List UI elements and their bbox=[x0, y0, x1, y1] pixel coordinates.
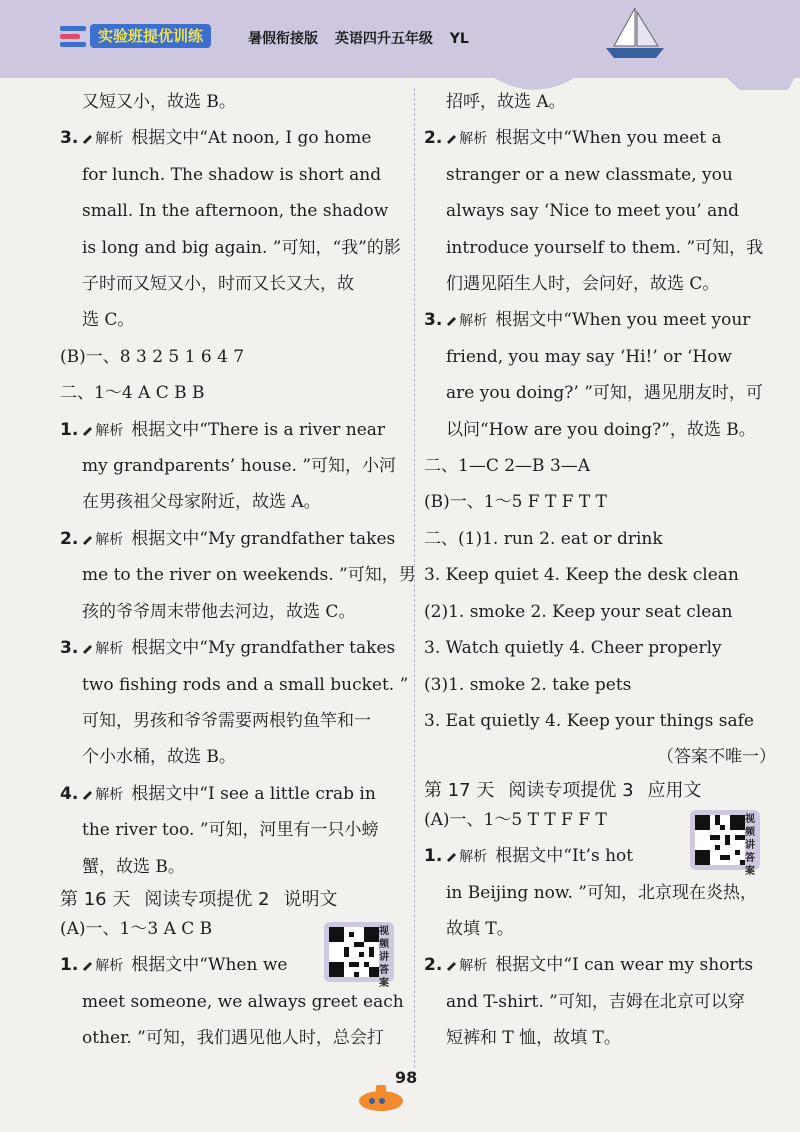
explanation-text: and T-shirt. ”可知，吉姆在北京可以穿 bbox=[446, 991, 745, 1012]
explanation-text: 根据文中“At noon, I go home bbox=[131, 128, 372, 149]
analysis-label: 解析 bbox=[95, 641, 124, 658]
explanation-text: small. In the afternoon, the shadow bbox=[82, 201, 389, 222]
question-number: 3. bbox=[424, 310, 443, 331]
series-title: 实验班提优训练 bbox=[90, 24, 211, 48]
question-number: 3. bbox=[60, 638, 79, 659]
qr-label: 视频讲答案 bbox=[379, 926, 389, 989]
section-title: 阅读专项提优 3 bbox=[508, 779, 634, 801]
explanation-text: 根据文中“My grandfather takes bbox=[131, 638, 396, 659]
question-number: 4. bbox=[60, 783, 79, 804]
explanation-text: 以问“How are you doing?”，故选 B。 bbox=[446, 419, 756, 440]
page-number: 98 bbox=[395, 1068, 418, 1087]
answer-line: 3. Watch quietly 4. Cheer properly bbox=[424, 638, 722, 659]
explanation-block bbox=[424, 302, 776, 448]
analysis-label: 解析 bbox=[95, 786, 124, 803]
explanation-block bbox=[424, 947, 776, 1056]
explanation-text: 孩的爷爷周末带他去河边，故选 C。 bbox=[82, 601, 356, 622]
answer-line: (A)一、1～3 A C B bbox=[60, 918, 213, 939]
analysis-label: 解析 bbox=[95, 531, 124, 548]
explanation-text: 短裤和 T 恤，故填 T。 bbox=[446, 1028, 621, 1049]
pen-icon bbox=[81, 959, 93, 971]
explanation-text: 故填 T。 bbox=[446, 918, 514, 939]
answer-note: （答案不唯一） bbox=[657, 747, 776, 768]
explanation-text: introduce yourself to them. ”可知，我 bbox=[446, 237, 764, 258]
section-heading-day17 bbox=[424, 776, 776, 802]
analysis-label: 解析 bbox=[95, 422, 124, 439]
explanation-text: friend, you may say ‘Hi!’ or ‘How bbox=[446, 346, 732, 367]
analysis-label: 解析 bbox=[459, 958, 488, 975]
explanation-block bbox=[60, 521, 416, 630]
answer-line: 3. Eat quietly 4. Keep your things safe bbox=[424, 710, 754, 731]
pen-icon bbox=[445, 314, 457, 326]
explanation-text: 根据文中“When we bbox=[131, 955, 288, 976]
edition-label: 暑假衔接版 bbox=[248, 31, 318, 47]
explanation-text: for lunch. The shadow is short and bbox=[82, 164, 382, 185]
section-heading-day16 bbox=[60, 885, 410, 911]
answer-line: (2)1. smoke 2. Keep your seat clean bbox=[424, 601, 733, 622]
analysis-label: 解析 bbox=[459, 131, 488, 148]
analysis-label: 解析 bbox=[95, 958, 124, 975]
answer-line: (3)1. smoke 2. take pets bbox=[424, 674, 632, 695]
analysis-label: 解析 bbox=[459, 313, 488, 330]
page-header bbox=[0, 0, 800, 78]
explanation-text: 根据文中“There is a river near bbox=[131, 419, 386, 440]
code-label: YL bbox=[449, 31, 469, 47]
answer-line: (B)一、1～5 F T F T T bbox=[424, 492, 608, 513]
explanation-block bbox=[60, 412, 410, 521]
question-number: 1. bbox=[60, 955, 79, 976]
explanation-text: 选 C。 bbox=[82, 310, 135, 331]
answer-line: 招呼，故选 A。 bbox=[446, 92, 566, 112]
pen-icon bbox=[81, 424, 93, 436]
explanation-text: 可知，男孩和爷爷需要两根钓鱼竿和一 bbox=[82, 710, 371, 731]
explanation-text: stranger or a new classmate, you bbox=[446, 164, 733, 185]
answer-line: 二、1～4 A C B B bbox=[60, 383, 205, 404]
explanation-text: 在男孩祖父母家附近，故选 A。 bbox=[82, 492, 321, 513]
explanation-text: 根据文中“I see a little crab in bbox=[131, 783, 376, 804]
explanation-block bbox=[60, 776, 410, 885]
explanation-text: the river too. ”可知，河里有一只小螃 bbox=[82, 820, 379, 841]
explanation-text: 们遇见陌生人时，会问好，故选 C。 bbox=[446, 274, 720, 295]
explanation-text: is long and big again. ”可知，“我”的影 bbox=[82, 237, 401, 258]
subject-label: 英语四升五年级 bbox=[334, 31, 433, 47]
question-number: 2. bbox=[60, 528, 79, 549]
logo-icon bbox=[58, 20, 88, 50]
qr-code-icon bbox=[695, 815, 745, 865]
analysis-label: 解析 bbox=[95, 131, 124, 148]
pen-icon bbox=[81, 788, 93, 800]
answer-line: 3. Keep quiet 4. Keep the desk clean bbox=[424, 565, 739, 586]
answer-line: 二、(1)1. run 2. eat or drink bbox=[424, 528, 663, 549]
pen-icon bbox=[445, 959, 457, 971]
explanation-text: 个小水桶，故选 B。 bbox=[82, 747, 236, 768]
section-title: 阅读专项提优 2 bbox=[144, 888, 270, 910]
question-number: 3. bbox=[60, 128, 79, 149]
question-number: 1. bbox=[60, 419, 79, 440]
explanation-block bbox=[60, 120, 410, 338]
pen-icon bbox=[81, 642, 93, 654]
explanation-text: always say ‘Nice to meet you’ and bbox=[446, 201, 740, 222]
right-column bbox=[424, 84, 776, 1057]
explanation-text: two fishing rods and a small bucket. ” bbox=[82, 674, 409, 695]
answer-line: 又短又小，故选 B。 bbox=[82, 92, 236, 112]
qr-code-icon bbox=[329, 927, 379, 977]
explanation-text: other. ”可知，我们遇见他人时，总会打 bbox=[82, 1028, 384, 1049]
day-label: 第 16 天 bbox=[60, 888, 131, 910]
explanation-text: are you doing?’ ”可知，遇见朋友时，可 bbox=[446, 383, 763, 404]
video-qr-code[interactable] bbox=[324, 922, 394, 989]
explanation-text: 根据文中“I can wear my shorts bbox=[495, 955, 754, 976]
explanation-text: me to the river on weekends. ”可知，男 bbox=[82, 565, 416, 586]
answer-line: (A)一、1～5 T T F F T bbox=[424, 809, 607, 830]
analysis-label: 解析 bbox=[459, 849, 488, 866]
section-type: 说明文 bbox=[283, 888, 338, 910]
section-type: 应用文 bbox=[647, 779, 702, 801]
answer-line: 二、1—C 2—B 3—A bbox=[424, 456, 591, 477]
explanation-text: my grandparents’ house. ”可知，小河 bbox=[82, 456, 397, 477]
explanation-block bbox=[60, 630, 410, 776]
answer-line: (B)一、8 3 2 5 1 6 4 7 bbox=[60, 346, 245, 367]
explanation-text: 子时而又短又小，时而又长又大，故 bbox=[82, 274, 354, 295]
video-qr-code[interactable] bbox=[690, 810, 760, 877]
explanation-text: 蟹，故选 B。 bbox=[82, 856, 185, 877]
explanation-text: in Beijing now. ”可知，北京现在炎热， bbox=[446, 882, 757, 903]
question-number: 1. bbox=[424, 846, 443, 867]
explanation-text: meet someone, we always greet each bbox=[82, 991, 404, 1012]
header-meta bbox=[248, 28, 481, 48]
explanation-text: 根据文中“It’s hot bbox=[495, 846, 634, 867]
explanation-text: 根据文中“My grandfather takes bbox=[131, 528, 396, 549]
pen-icon bbox=[81, 533, 93, 545]
question-number: 2. bbox=[424, 128, 443, 149]
day-label: 第 17 天 bbox=[424, 779, 495, 801]
explanation-block bbox=[424, 120, 776, 302]
question-number: 2. bbox=[424, 955, 443, 976]
explanation-text: 根据文中“When you meet a bbox=[495, 128, 722, 149]
pen-icon bbox=[81, 132, 93, 144]
left-column bbox=[60, 84, 416, 1057]
pen-icon bbox=[445, 850, 457, 862]
sailboat-icon bbox=[600, 6, 670, 62]
qr-label: 视频讲答案 bbox=[745, 814, 755, 877]
explanation-text: 根据文中“When you meet your bbox=[495, 310, 751, 331]
pen-icon bbox=[445, 132, 457, 144]
